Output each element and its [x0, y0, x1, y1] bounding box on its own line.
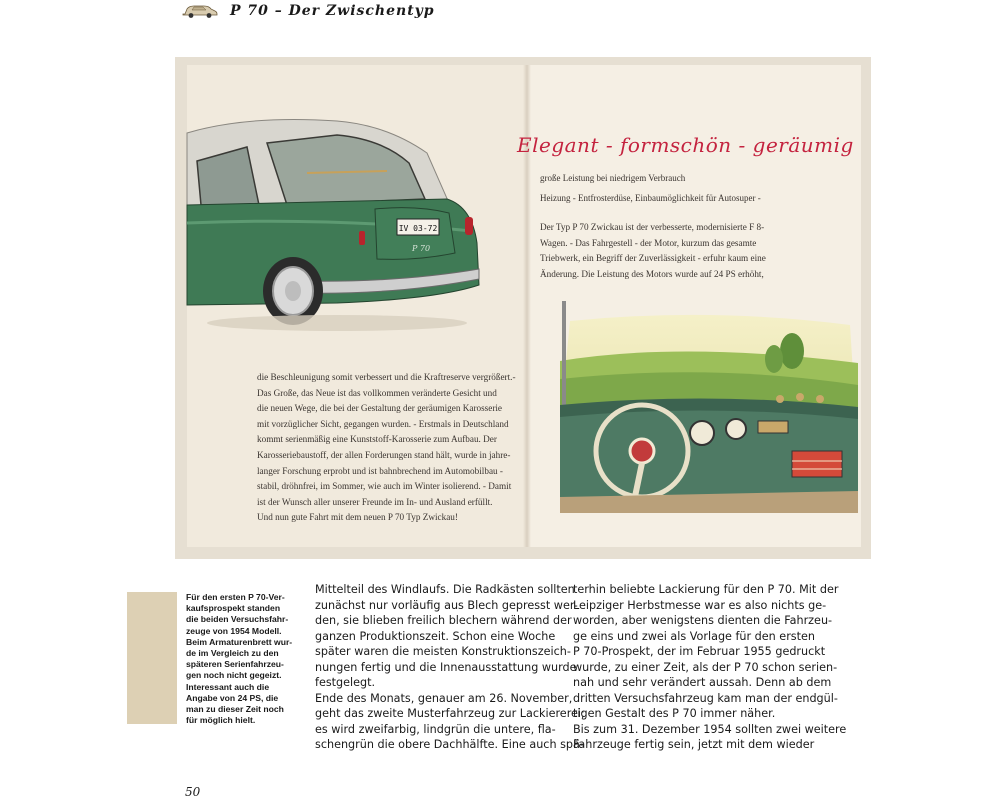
body-line: Ende des Monats, genauer am 26. November, — [315, 691, 573, 705]
body-column-2 — [573, 582, 847, 753]
body-line: dritten Versuchsfahrzeug kam man der endgül- — [573, 691, 838, 705]
brochure-right-paragraph — [540, 220, 802, 282]
body-line: ganzen Produktionszeit. Schon eine Woche — [315, 629, 556, 643]
car-icon — [182, 3, 218, 19]
caption-line: die beiden Versuchsfahr- — [186, 614, 289, 625]
body-line: worden, aber wenigstens dienten die Fahrzeu- — [573, 614, 833, 627]
body-line: es wird zweifarbig, lindgrün die untere, fla- — [315, 722, 556, 736]
caption-line: de im Vergleich zu den — [186, 648, 279, 659]
caption-bar — [127, 592, 177, 724]
car-illustration — [187, 113, 487, 333]
brochure-feature-line: Heizung - Entfrosterdüse, Einbaumöglichkeit für Autosuper - — [540, 193, 761, 203]
brochure-text-line: Änderung. Die Leistung des Motors wurde auf 24 PS erhöht, — [540, 268, 764, 279]
body-line: wurde, zu einer Zeit, als der P 70 schon serien- — [573, 660, 838, 674]
caption-line: kaufsprospekt standen — [186, 603, 281, 614]
brochure-left-paragraph — [257, 370, 519, 526]
license-plate: IV 03-72 — [398, 224, 438, 233]
running-header — [182, 2, 435, 20]
body-line: Mittelteil des Windlaufs. Die Radkästen sollten — [315, 583, 575, 596]
body-line: zunächst nur vorläufig aus Blech gepresst wer- — [315, 598, 578, 612]
body-line: P 70-Prospekt, der im Februar 1955 gedruckt — [573, 645, 826, 658]
body-line: später waren die meisten Konstruktionszeich- — [315, 645, 571, 658]
caption-line: gen noch nicht gegeizt. — [186, 670, 282, 681]
brochure-photo — [175, 57, 871, 559]
rear-badge: P 70 — [411, 244, 431, 253]
body-line: nungen fertig und die Innenausstattung wurde — [315, 660, 577, 674]
image-caption — [186, 592, 298, 726]
brochure-text-line: Karosseriebaustoff, der allen Forderungen stand hält, wurde in jahre- — [257, 449, 511, 460]
brochure-text-line: Und nun gute Fahrt mit dem neuen P 70 Typ Zwickau! — [257, 512, 458, 523]
page-number: 50 — [185, 785, 201, 799]
caption-line: Interessant auch die — [186, 681, 270, 692]
dashboard-illustration — [560, 301, 858, 513]
brochure-text-line: kommt serienmäßig eine Kunststoff-Karosserie zum Aufbau. Der — [257, 434, 497, 445]
brochure-text-line: stabil, dröhnfrei, im Sommer, wie auch im Winter isolierend. - Damit — [257, 481, 512, 492]
body-line: Leipziger Herbstmesse war es also nichts ge- — [573, 598, 827, 612]
body-line: tigen Gestalt des P 70 immer näher. — [573, 707, 776, 720]
header-title: P 70 – Der Zwischentyp — [230, 3, 435, 19]
brochure-text-line: die neuen Wege, die bei der Gestaltung der geräumigen Karosserie — [257, 403, 503, 414]
brochure-text-line: Wagen. - Das Fahrgestell - der Motor, kurzum das gesamte — [540, 237, 757, 248]
brochure-text-line: die Beschleunigung somit verbessert und die Kraftreserve vergrößert.- — [257, 372, 516, 382]
body-line: terhin beliebte Lackierung für den P 70. Mit der — [573, 583, 839, 596]
body-column-1 — [315, 582, 585, 753]
brochure-text-line: Triebwerk, ein Begriff der Zuverlässigkeit - erfuhr kaum eine — [540, 253, 766, 264]
caption-line: Angabe von 24 PS, die — [186, 692, 279, 703]
brochure-spread — [187, 65, 861, 547]
body-line: nah und sehr verändert aussah. Denn ab dem — [573, 676, 832, 689]
brochure-feature-line: große Leistung bei niedrigem Verbrauch — [540, 173, 686, 183]
body-line: ge eins und zwei als Vorlage für den ersten — [573, 629, 815, 643]
brochure-text-line: Der Typ P 70 Zwickau ist der verbesserte, modernisierte F 8- — [540, 222, 765, 232]
caption-line: späteren Serienfahrzeu- — [186, 659, 284, 670]
body-line: geht das zweite Musterfahrzeug zur Lackiererei; — [315, 707, 585, 720]
body-line: den, sie blieben freilich blechern während der — [315, 614, 572, 627]
caption-line: Für den ersten P 70-Ver- — [186, 592, 285, 602]
brochure-slogan: Elegant - formschön - geräumig — [517, 133, 854, 157]
caption-line: man zu dieser Zeit noch — [186, 704, 284, 715]
brochure-text-line: Das Große, das Neue ist das vollkommen veränderte Gesicht und — [257, 387, 497, 398]
body-line: Fahrzeuge fertig sein, jetzt mit dem wieder — [573, 738, 815, 751]
brochure-text-line: langer Forschung erprobt und ist bahnbrechend im Automobilbau - — [257, 465, 503, 476]
body-line: festgelegt. — [315, 676, 376, 689]
caption-line: für möglich hielt. — [186, 715, 256, 726]
body-line: Bis zum 31. Dezember 1954 sollten zwei weitere — [573, 722, 847, 736]
caption-line: Beim Armaturenbrett wur- — [186, 636, 293, 647]
brochure-text-line: ist der Wunsch aller unserer Freunde im In- und Ausland erfüllt. — [257, 496, 493, 507]
body-line: schengrün die obere Dachhälfte. Eine auch spä- — [315, 738, 584, 751]
brochure-text-line: mit vorzüglicher Sicht, gegangen wurden. - Erstmals in Deutschland — [257, 418, 509, 429]
caption-line: zeuge von 1954 Modell. — [186, 625, 282, 636]
